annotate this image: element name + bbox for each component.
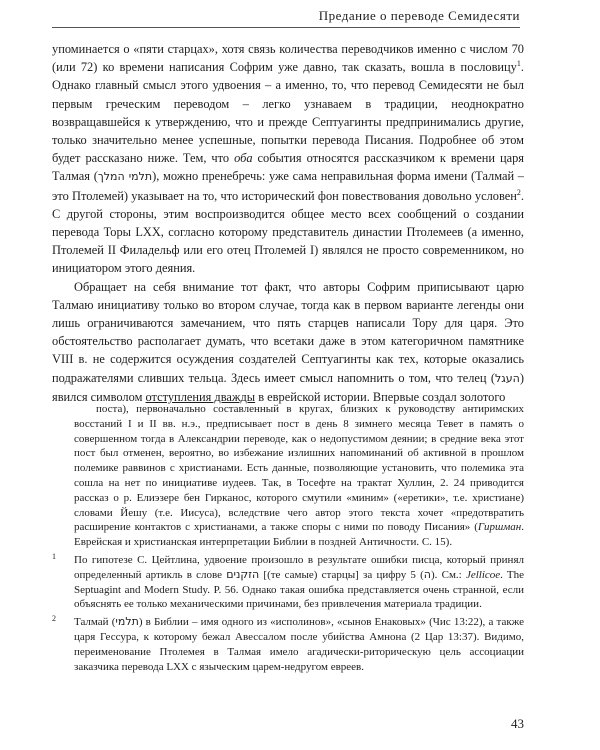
footnote-marker-1: 1 bbox=[52, 551, 56, 561]
footnote-1: 1 По гипотезе С. Цейтлина, удвоение произошло в результате ошибки писца, который принял определенный артикль в слове הזקנים [(те самые) старцы] за цифру 5 (ה). См.: Jellicoe. The Septuagint and Modern Study. P. 56. Однако такая ошибка представляется очень странной, если объяснять ее только механическими причинами, без привлечения материала традиции. bbox=[52, 551, 525, 611]
page-number: 43 bbox=[511, 716, 524, 731]
hebrew-phrase: תלמי המלך bbox=[97, 170, 153, 184]
footnote-ref-2[interactable]: 2 bbox=[516, 187, 521, 197]
footnote-ref-1[interactable]: 1 bbox=[516, 59, 521, 69]
footnote-2: 2 Талмай (תלמי) в Библии – имя одного из «исполинов», «сынов Енаковых» (Чис 13:22), а также царя Гессура, к которому бежал Авессалом после убийства Амнона (2 Цар 13:37). Видимо, переименование Птолемея в Талмая имело агадически-риторическую цель ассоциации заказчика перевода LXX с языческим царем-недругом евреев. bbox=[52, 614, 525, 673]
paragraph-1: упоминается о «пяти старцах», хотя связь количества переводчиков именно с числом 70 (или 72) ко времени написания Софрим уже давно, так сказать, вошла в пословицу$^1$. Однако главный смысл этого удвоения – а именно, то, что перевод Семидесяти не был первым греческим переводом – легко узнаваем в традиции, неоднократно возвращавшейся к утверждению, что и прежде Септуагинты предпринимались другие, только значительно менее успешные, попытки перевода Писания. Подробнее об этом будет рассказано ниже. Тем, что оба события относятся рассказчиком к времени царя Талмая (תלמי המלך), можно пренебречь: уже сама неправильная форма имени (Талмай – это Птолемей) указывает на то, что исторический фон повествования довольно условен$^2$. С другой стороны, этим воспроизводится общее место всех сообщений о создании перевода Торы LXX, согласно которому представитель династии Птолемеев (а именно, Птолемей II Филадельф или его отец Птолемей I) являлся не просто современником, но инициатором этого деяния. bbox=[52, 42, 525, 276]
footnote-continuation: поста), первоначально составленный в кругах, близких к руководству антиримских восстаний I и II вв. н.э., предписывает пост в день 8 зимнего месяца Тевет в память о совершенном тогда в Александрии переводе, как о недопустимом деянии; в средние века этот пост был отменен, вероятно, во избежание излишних напоминаний об активной в прошлом полемике раввинов с христианами. Есть данные, позволяющие установить, что полемика эта сошла на нет по инициативе иудеев. Так, в Тосефте на трактат Хуллин, 2. 24 приводится рассказ о р. Елиэзере бен Гирканос, которого смутили «миним» («еретики», т.е. христиане) словами Йешу (т.е. Иисуса), вследствие чего автор этого текста хочет «предотвратить расширение контактов с христианами, а также споры с ними по поводу Писания» (Гиршман. Еврейская и христианская интерпретации Библии в поздней Античности. С. 15). bbox=[74, 403, 524, 549]
footnote-marker-2: 2 bbox=[52, 614, 56, 624]
hebrew-word: העגל bbox=[495, 371, 520, 385]
footnotes bbox=[52, 402, 524, 674]
main-text bbox=[52, 40, 524, 406]
underlined-phrase: отступления дважды bbox=[145, 389, 256, 404]
running-head: Предание о переводе Семидесяти bbox=[52, 8, 520, 28]
paragraph-2: Обращает на себя внимание тот факт, что авторы Софрим приписывают царю Талмаю инициативу только во втором случае, тогда как в первом варианте легенды они лишь ограничиваются замечанием, что пять старцев написали Тору для царя. Это обстоятельство располагает думать, что всетаки даже в этом категоричном памятнике VIII в. не содержится осуждения создателей Септуагинты как тех, которые оказались подражателями сливших тельца. Здесь имеет смысл напомнить о том, что телец (העגל) явился символом отступления дважды в еврейской истории. Впервые создал золотого bbox=[52, 279, 524, 404]
